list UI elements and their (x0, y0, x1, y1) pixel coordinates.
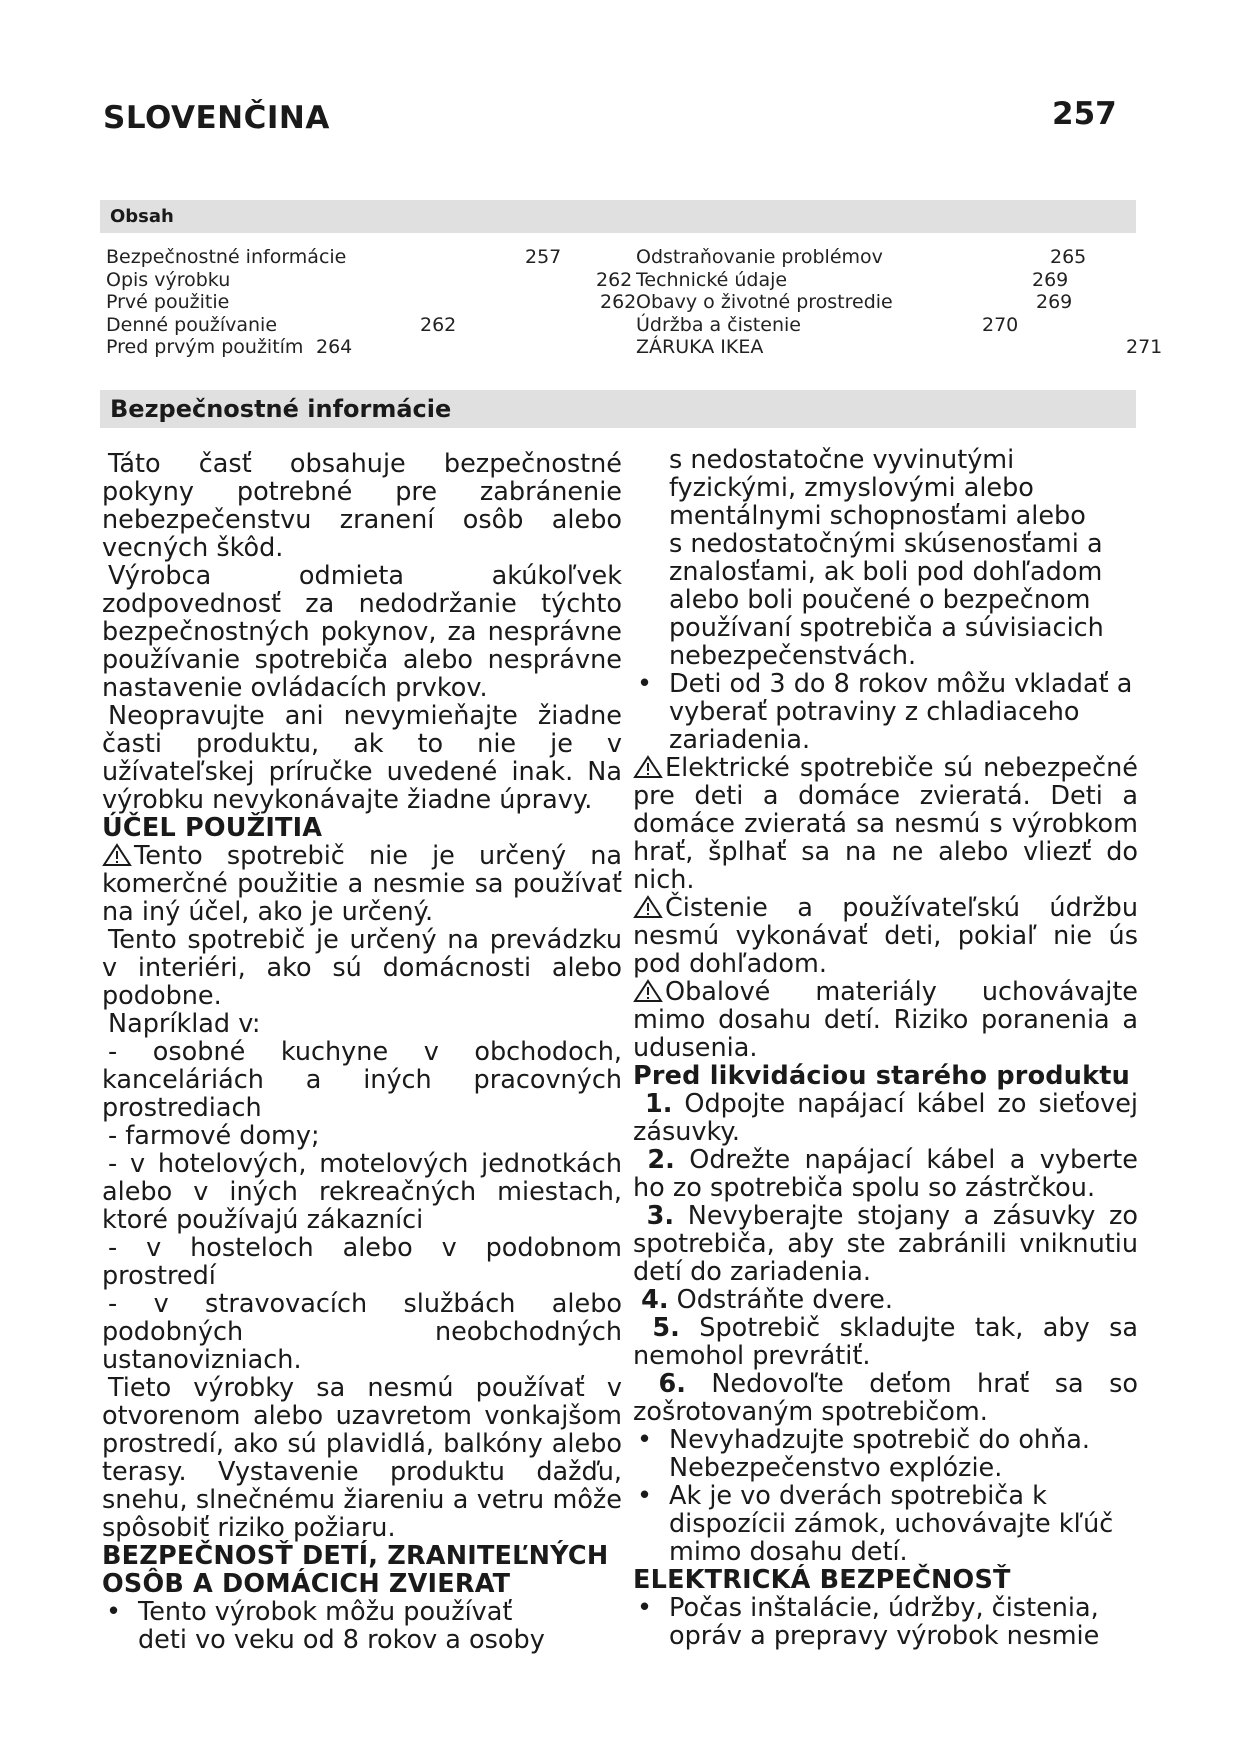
step-number: 3. (646, 1201, 675, 1231)
paragraph: Táto časť obsahuje bezpečnostné pokyny potrebné pre zabránenie nebezpečenstvu zranení osôb alebo vecných škôd. (102, 449, 622, 563)
step-text: Nevyberajte stojany a zásuvky zo spotrebiča, aby ste zabránili vniknutiu detí do zariadenia. (633, 1201, 1139, 1287)
step-number: 5. (652, 1313, 680, 1343)
bullet-text: opráv a prepravy výrobok nesmie (669, 1621, 1100, 1651)
toc-entry-page: 262 (600, 291, 637, 313)
step-text: Nedovoľte deťom hrať sa so zošrotovaným spotrebičom. (633, 1369, 1138, 1427)
bullet-text: mentálnymi schopnosťami alebo (669, 501, 1086, 531)
step-item (633, 1090, 1138, 1146)
section-heading: ELEKTRICKÁ BEZPEČNOSŤ (633, 1565, 1011, 1595)
bullet-text: používaní spotrebiča a súvisiacich (669, 613, 1104, 643)
toc-entry-label: Bezpečnostné informácie (106, 246, 347, 268)
bullet-item (633, 1594, 1138, 1650)
section-heading: OSÔB A DOMÁCICH ZVIERAT (102, 1569, 511, 1599)
bullet-text: Počas inštalácie, údržby, čistenia, (669, 1593, 1099, 1623)
toc-entry-label: Údržba a čistenie (636, 313, 801, 336)
toc-entry (636, 246, 1156, 269)
warning-icon (102, 843, 132, 867)
toc-entry-page: 270 (982, 313, 1019, 336)
step-item (633, 1202, 1138, 1286)
paragraph: Tento spotrebič je určený na prevádzku v interiéri, ako sú domácnosti alebo podobne. (102, 925, 622, 1011)
toc-right-column (636, 246, 1163, 359)
bullet-icon: • (637, 1481, 653, 1511)
toc-entry (106, 314, 626, 337)
toc-left-column (106, 246, 637, 359)
step-number: 1. (644, 1089, 673, 1119)
paragraph: Neopravujte ani nevymieňajte žiadne časti produktu, ak to nie je v užívateľskej príručke uvedené inak. Na výrobku nevykonávajte žiadne úpravy. (102, 701, 622, 815)
bullet-icon: • (637, 669, 653, 699)
section-heading: ÚČEL POUŽITIA (102, 813, 323, 843)
paragraph: Elektrické spotrebiče sú nebezpečné pre deti a domáce zvieratá. Deti a domáce zvieratá sa nesmú s výrobkom hrať, šplhať sa na ne alebo vliezť do nich. (633, 753, 1138, 895)
step-number: 4. (641, 1285, 669, 1315)
step-number: 6. (658, 1369, 686, 1399)
step-item (633, 1146, 1138, 1202)
step-text: Spotrebič skladujte tak, aby sa nemohol prevrátiť. (633, 1313, 1139, 1371)
toc-entry (106, 246, 626, 269)
bullet-text: Deti od 3 do 8 rokov môžu vkladať a vyberať potraviny z chladiaceho zariadenia. (669, 669, 1133, 755)
warning-icon (633, 755, 663, 779)
paragraph: - v stravovacích službách alebo podobných neobchodných ustanovizniach. (102, 1289, 622, 1375)
section-title: Bezpečnostné informácie (110, 395, 452, 423)
step-text: Odpojte napájací kábel zo sieťovej zásuvky. (633, 1089, 1138, 1147)
page-language-title: SLOVENČINA (103, 100, 330, 136)
step-item (633, 1286, 1138, 1314)
bullet-text: Ak je vo dverách spotrebiča k dispozícii zámok, uchovávajte kľúč mimo dosahu detí. (669, 1481, 1114, 1567)
toc-entry-label: ZÁRUKA IKEA (636, 336, 764, 358)
paragraph: - farmové domy; (108, 1121, 320, 1151)
bullet-text: nebezpečenstvách. (669, 641, 917, 671)
paragraph: - v hotelových, motelových jednotkách alebo v iných rekreačných miestach, ktoré používajú zákazníci (102, 1149, 622, 1235)
toc-entry-page: 262 (420, 313, 457, 336)
bullet-text: alebo boli poučené o bezpečnom (669, 585, 1091, 615)
page-number: 257 (1052, 96, 1117, 132)
toc-entry (636, 336, 1163, 359)
toc-entry-label: Pred prvým použitím (106, 336, 304, 358)
toc-entry-page: 265 (1050, 246, 1087, 268)
toc-entry-page: 264 (316, 336, 353, 358)
bullet-item (633, 1482, 1138, 1566)
toc-entry-page: 271 (1126, 336, 1163, 358)
bullet-icon: • (637, 1425, 653, 1455)
bullet-icon: • (637, 1593, 653, 1623)
toc-entry (636, 269, 1156, 292)
bullet-text: s nedostatočne vyvinutými (669, 445, 1015, 475)
toc-entry-label: Opis výrobku (106, 268, 231, 291)
section-header-bar (100, 390, 1136, 428)
section-heading: BEZPEČNOSŤ DETÍ, ZRANITEĽNÝCH (102, 1541, 609, 1571)
continued-bullet (633, 446, 1138, 670)
body-right-column (633, 446, 1138, 1650)
toc-entry (106, 291, 637, 314)
toc-entry-label: Denné používanie (106, 313, 278, 336)
step-text: Odrežte napájací kábel a vyberte ho zo spotrebiča spolu so zástrčkou. (633, 1145, 1138, 1203)
toc-entry (106, 268, 633, 292)
bullet-icon: • (106, 1597, 122, 1627)
toc-title: Obsah (110, 206, 174, 227)
paragraph: Napríklad v: (108, 1009, 261, 1039)
bullet-text: Tento výrobok môžu používať (138, 1597, 513, 1627)
paragraph: Čistenie a používateľskú údržbu nesmú vykonávať deti, pokiaľ nie ús pod dohľadom. (633, 893, 1138, 979)
toc-entry-label: Obavy o životné prostredie (636, 291, 893, 313)
toc-entry-page: 269 (1032, 268, 1069, 291)
toc-header-bar (100, 200, 1136, 233)
toc-entry-page: 257 (525, 246, 562, 268)
toc-entry-page: 269 (1036, 291, 1073, 313)
step-number: 2. (647, 1145, 675, 1175)
bullet-item (102, 1598, 622, 1654)
bullet-text: fyzickými, zmyslovými alebo (669, 473, 1034, 503)
bullet-text: znalosťami, ak boli pod dohľadom (669, 557, 1103, 587)
step-item (633, 1314, 1138, 1370)
warning-icon (633, 895, 663, 919)
bullet-text: s nedostatočnými skúsenosťami a (669, 529, 1103, 559)
paragraph: Tento spotrebič nie je určený na komerčné použitie a nesmie sa používať na iný účel, ako je určený. (102, 841, 622, 927)
toc-entry (636, 291, 1156, 314)
step-item (633, 1370, 1138, 1426)
step-text: Odstráňte dvere. (676, 1285, 893, 1315)
toc-entry-label: Technické údaje (636, 268, 788, 291)
body-left-column (102, 450, 622, 1654)
toc-entry-page: 262 (596, 268, 633, 291)
toc-entry (636, 314, 1156, 337)
paragraph: Obalové materiály uchovávajte mimo dosahu detí. Riziko poranenia a udusenia. (633, 977, 1138, 1063)
bullet-item (633, 1426, 1138, 1482)
paragraph: - osobné kuchyne v obchodoch, kanceláriách a iných pracovných prostrediach (102, 1037, 622, 1123)
paragraph: - v hosteloch alebo v podobnom prostredí (102, 1233, 622, 1291)
paragraph: Tieto výrobky sa nesmú používať v otvorenom alebo uzavretom vonkajšom prostredí, ako sú plavidlá, balkóny alebo terasy. Vystavenie produktu dažďu, snehu, slnečnému žiareniu a vetru môže spôsobiť riziko požiaru. (102, 1373, 622, 1543)
paragraph: Výrobca odmieta akúkoľvek zodpovednosť za nedodržanie týchto bezpečnostných pokynov, za nesprávne používanie spotrebiča alebo nesprávne nastavenie ovládacích prvkov. (102, 561, 622, 703)
toc-entry (106, 336, 626, 359)
toc-entry-label: Prvé použitie (106, 291, 230, 313)
bullet-text: Nevyhadzujte spotrebič do ohňa. Nebezpečenstvo explózie. (669, 1425, 1090, 1483)
bullet-text: deti vo veku od 8 rokov a osoby (138, 1625, 545, 1655)
toc-entry-label: Odstraňovanie problémov (636, 246, 883, 268)
warning-icon (633, 979, 663, 1003)
section-heading: Pred likvidáciou starého produktu (633, 1061, 1131, 1091)
bullet-item (633, 670, 1138, 754)
